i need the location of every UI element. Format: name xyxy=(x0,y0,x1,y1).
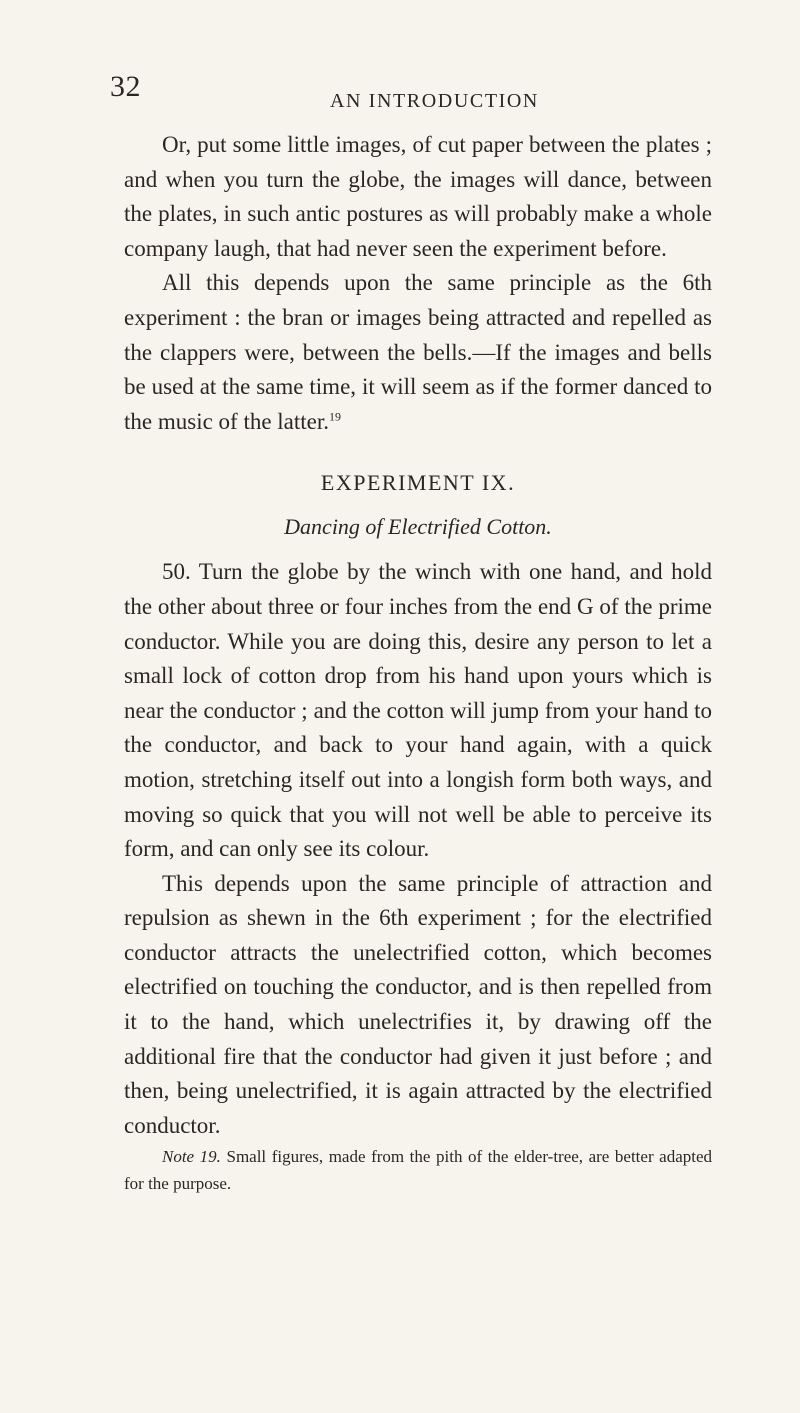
paragraph-principle-text: All this depends upon the same principle as the 6th experiment : the bran or images being attracted and repelled as the clappers were, between the bells.—If the images and bells be used at the same time, it will seem as if the former danced to the music of the latter. xyxy=(124,270,712,434)
running-head: AN INTRODUCTION xyxy=(330,90,539,112)
paragraph-explanation: This depends upon the same principle of attraction and repulsion as shewn in the 6th experiment ; for the electrified conductor attracts the unelectrified cotton, which becomes electrified on touching the conductor, and is then repelled from it to the hand, which unelectrifies it, by drawing off the additional fire that the conductor had given it just before ; and then, being unelectrified, it is again attracted by the electrified conductor. xyxy=(124,870,712,1138)
footnote-text: Small figures, made from the pith of the elder-tree, are better adapted for the purpose. xyxy=(124,1147,713,1194)
footnote-label: Note 19. xyxy=(162,1147,221,1167)
experiment-heading: EXPERIMENT IX. xyxy=(320,470,516,496)
page-number: 32 xyxy=(110,70,141,103)
paragraph-experiment-50: 50. Turn the globe by the winch with one hand, and hold the other about three or four inches from the end G of the prime conductor. While you are doing this, desire any person to let a small lock of cotton drop from his hand upon yours which is near the conductor ; and the cotton will jump from your hand to the conductor, and back to your hand again, with a quick motion, stretching itself out into a longish form both ways, and moving so quick that you will not well be able to perceive its form, and can only see its colour. xyxy=(124,559,712,862)
page-header xyxy=(0,70,800,110)
paragraph-images: Or, put some little images, of cut paper between the plates ; and when you turn the globe, the images will dance, between the plates, in such antic postures as will probably make a whole company laugh, that had never seen the experiment before. xyxy=(124,132,712,261)
footnote xyxy=(124,1143,712,1197)
footnote-reference: 19 xyxy=(329,409,342,424)
main-text xyxy=(124,128,712,1197)
paragraph-principle xyxy=(124,266,712,439)
experiment-subheading: Dancing of Electrified Cotton. xyxy=(284,514,552,540)
